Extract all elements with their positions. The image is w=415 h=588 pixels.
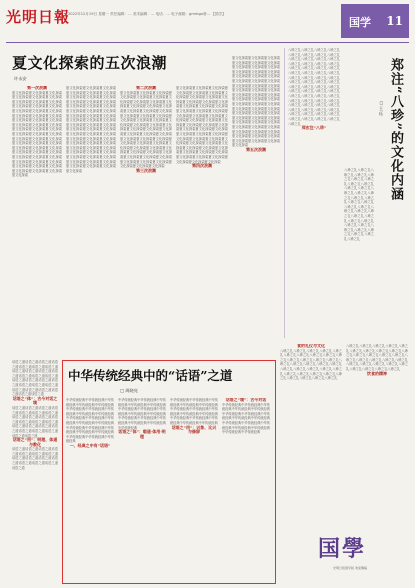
article1-column-3 [120,86,172,336]
text-block: 中华传统经典中华传统经典中华传统经典中华传统经典中华传统经典中华传统经典中华传统经典中华传统经典中华传统经典中华传统经典中华传统经典中华传统经典中华传统经典中华传统经典中华传统经典中华传统经典 [118,398,166,430]
section-tab [341,4,409,38]
article1-subhead-2: 第二次浪潮 [136,86,156,90]
article1-column-4 [176,86,228,336]
left-subhead-2: 话语之“用”：明理、体道与教化 [12,437,58,447]
dateline: 2022年12月19日 星期一 责任编辑：… 美术编辑：… 电话：… 电子邮箱：gmrbgx@… 【国学】 [68,12,226,16]
article2-title: 郑注“八珍”的文化内涵 [388,58,403,201]
article3-author: □ 周晓亮 [120,388,138,393]
article1-column-2 [66,86,116,336]
text-block: 夏文化探索夏文化探索夏文化探索夏文化探索夏文化探索夏文化探索夏文化探索夏文化探索夏文化探索夏文化探索夏文化探索夏文化探索夏文化探索夏文化探索夏文化探索夏文化探索夏文化探索夏文化探索夏文化探索夏文化探索夏文化探索夏文化探索夏文化探索夏文化探索夏文化探索夏文化探索夏文化探索夏文化探索夏文化探索夏文化探索夏文化探索夏文化探索夏文化探索夏文化探索夏文化探索夏文化探索夏文化探索夏文化探索夏文化探索夏文化探索夏文化探索夏文化探索夏文化探索夏文化探索夏文化探索夏文化探索夏文化探索夏文化探索夏文化探索夏文化探索夏文化探索夏文化探索夏文化探索夏文化探索夏文化探索 [66,86,116,173]
masthead-rule [6,42,409,43]
text-block: 夏文化探索夏文化探索夏文化探索夏文化探索夏文化探索夏文化探索夏文化探索夏文化探索夏文化探索夏文化探索夏文化探索夏文化探索夏文化探索夏文化探索夏文化探索夏文化探索夏文化探索夏文化探索夏文化探索夏文化探索夏文化探索夏文化探索夏文化探索夏文化探索夏文化探索夏文化探索夏文化探索夏文化探索夏文化探索夏文化探索夏文化探索夏文化探索夏文化探索夏文化探索夏文化探索夏文化探索夏文化探索夏文化探索夏文化探索夏文化探索夏文化探索夏文化探索夏文化探索夏文化探索夏文化探索夏文化探索夏文化探索夏文化探索夏文化探索夏文化探索夏文化探索夏文化探索夏文化探索夏文化探索 [120,90,172,169]
article1-subhead-1: 第一次浪潮 [27,86,47,90]
article1-subhead-5: 第五次浪潮 [246,146,266,152]
masthead [6,4,409,42]
article3-column-2 [118,398,166,578]
text-block: 夏文化探索夏文化探索夏文化探索夏文化探索夏文化探索夏文化探索夏文化探索夏文化探索夏文化探索夏文化探索夏文化探索夏文化探索夏文化探索夏文化探索夏文化探索夏文化探索夏文化探索夏文化探索夏文化探索夏文化探索夏文化探索夏文化探索夏文化探索夏文化探索夏文化探索夏文化探索夏文化探索夏文化探索夏文化探索夏文化探索夏文化探索夏文化探索夏文化探索夏文化探索夏文化探索夏文化探索夏文化探索夏文化探索夏文化探索夏文化探索夏文化探索夏文化探索夏文化探索夏文化探索夏文化探索夏文化探索夏文化探索夏文化探索夏文化探索夏文化探索夏文化探索夏文化探索夏文化探索夏文化探索夏文化探索夏文化探索夏文化探索夏文化探索 [232,56,280,148]
left-column [12,360,58,582]
article1-column-1 [12,86,62,336]
article3-column-1 [66,398,114,578]
article3-column-4 [222,398,270,578]
article2-column-2 [344,168,374,338]
text-block: 八珍之礼八珍之礼八珍之礼八珍之礼八珍之礼八珍之礼八珍之礼八珍之礼八珍之礼八珍之礼八珍之礼八珍之礼八珍之礼八珍之礼八珍之礼八珍之礼八珍之礼八珍之礼八珍之礼八珍之礼八珍之礼八珍之礼八珍之礼八珍之礼八珍之礼八珍之礼八珍之礼八珍之礼八珍之礼八珍之礼八珍之礼八珍之礼八珍之礼 [280,348,342,381]
right-lower-column-1 [280,344,342,524]
article2-author: □ 王 珏 [379,100,384,116]
article1-column-5 [232,56,280,336]
article3-subhead-1: 一、经典之中有“话语” [69,442,111,448]
text-block: 夏文化探索夏文化探索夏文化探索夏文化探索夏文化探索夏文化探索夏文化探索夏文化探索夏文化探索夏文化探索夏文化探索夏文化探索夏文化探索夏文化探索夏文化探索夏文化探索夏文化探索夏文化探索夏文化探索夏文化探索夏文化探索夏文化探索夏文化探索夏文化探索夏文化探索夏文化探索夏文化探索夏文化探索夏文化探索夏文化探索夏文化探索夏文化探索夏文化探索夏文化探索夏文化探索夏文化探索夏文化探索夏文化探索夏文化探索夏文化探索夏文化探索夏文化探索夏文化探索夏文化探索夏文化探索夏文化探索夏文化探索夏文化探索夏文化探索夏文化探索夏文化探索夏文化探索夏文化探索夏文化探索夏文化探索 [12,90,62,178]
seal-note: 光明日报国学版 欢迎赐稿 [333,566,367,570]
article3-title: 中华传统经典中的“话语”之道 [68,368,233,383]
page-number: 11 [386,14,403,28]
article1-title: 夏文化探索的五次浪潮 [12,54,168,72]
article2-subhead-1: 郑玄注“八珍” [301,125,327,131]
text-block: 八珍之礼八珍之礼八珍之礼八珍之礼八珍之礼八珍之礼八珍之礼八珍之礼八珍之礼八珍之礼八珍之礼八珍之礼八珍之礼八珍之礼八珍之礼八珍之礼八珍之礼八珍之礼八珍之礼八珍之礼八珍之礼八珍之礼八珍之礼八珍之礼八珍之礼八珍之礼八珍之礼八珍之礼八珍之礼八珍之礼八珍之礼八珍之礼八珍之礼八珍之礼八珍之礼八珍之礼八珍之礼八珍之礼八珍之礼八珍之礼八珍之礼八珍之礼八珍之礼八珍之礼八珍之礼八珍之礼八珍之礼八珍之礼八珍之礼八珍之礼八珍之礼八珍之礼八珍之礼八珍之礼八珍之礼八珍之礼八珍之礼八珍之礼八珍之礼八珍之礼八珍之礼八珍之礼八珍之礼八珍之礼八珍之礼 [288,48,340,126]
article2-subhead-2: 食的礼仪与文化 [297,344,325,348]
text-block: 夏文化探索夏文化探索夏文化探索夏文化探索夏文化探索夏文化探索夏文化探索夏文化探索夏文化探索夏文化探索夏文化探索夏文化探索夏文化探索夏文化探索夏文化探索夏文化探索夏文化探索夏文化探索夏文化探索夏文化探索夏文化探索夏文化探索夏文化探索夏文化探索夏文化探索夏文化探索夏文化探索夏文化探索夏文化探索夏文化探索夏文化探索夏文化探索夏文化探索夏文化探索夏文化探索夏文化探索夏文化探索夏文化探索夏文化探索夏文化探索夏文化探索夏文化探索夏文化探索夏文化探索夏文化探索夏文化探索夏文化探索夏文化探索夏文化探索夏文化探索夏文化探索夏文化探索夏文化探索夏文化探索 [176,86,228,164]
article1-subhead-4: 第四次浪潮 [192,163,212,169]
article2-subhead-3: 饮食的精神 [367,370,387,376]
text-block: 话语之道话语之道话语之道话语之道话语之道话语之道话语之道话语之道话语之道话语之道话语之道话语之道话语之道话语之道话语之道话语之道话语之道话语之道话语之道话语之道话语之道话语之道话语之道话语之道话语之道话语之道话语之道 [12,360,58,397]
text-block: 中华传统经典中华传统经典中华传统经典中华传统经典中华传统经典中华传统经典中华传统经典中华传统经典中华传统经典中华传统经典中华传统经典中华传统经典中华传统经典中华传统经典中华传统经典中华传统经典中华传统经典 [222,402,270,435]
article3-column-3 [170,398,218,578]
text-block: 中华传统经典中华传统经典中华传统经典中华传统经典中华传统经典中华传统经典中华传统经典中华传统经典中华传统经典中华传统经典中华传统经典中华传统经典中华传统经典中华传统经典中华传统经典中华传统经典中华传统经典中华传统经典中华传统经典中华传统经典中华传统经典中华传统经典中华传统经典 [66,398,114,444]
text-block: 中华传统经典中华传统经典中华传统经典中华传统经典中华传统经典中华传统经典中华传统经典中华传统经典中华传统经典中华传统经典中华传统经典中华传统经典中华传统经典中华传统经典中华传统经典 [170,398,218,425]
article1-subhead-3: 第三次浪潮 [136,167,156,173]
article3-subhead-2: 话语之“体”：载道·体用·明理 [118,429,166,439]
article1-author: 许永安 [14,76,27,81]
guoxue-seal: 国學 [318,536,367,562]
section-label: 国学 [349,16,371,29]
article3-subhead-3: 话语之“用”：兴象、比兴与修辞 [171,424,217,435]
left-subhead-1: 话语之“体”：古今对话之境 [12,395,58,406]
column-divider [284,48,285,338]
text-block: 八珍之礼八珍之礼八珍之礼八珍之礼八珍之礼八珍之礼八珍之礼八珍之礼八珍之礼八珍之礼八珍之礼八珍之礼八珍之礼八珍之礼八珍之礼八珍之礼八珍之礼八珍之礼八珍之礼八珍之礼八珍之礼八珍之礼八珍之礼八珍之礼八珍之礼八珍之礼八珍之礼八珍之礼 [346,344,408,371]
text-block: 话语之道话语之道话语之道话语之道话语之道话语之道话语之道话语之道话语之道话语之道话语之道话语之道话语之道话语之道话语之道 [12,447,58,470]
article3-subhead-4: 话语之“境”：古今对话 [225,398,267,402]
text-block: 话语之道话语之道话语之道话语之道话语之道话语之道话语之道话语之道话语之道话语之道话语之道话语之道话语之道话语之道话语之道话语之道话语之道话语之道话语之道话语之道话语之道话语之道话语之道 [12,405,58,438]
newspaper-logo: 光明日報 [6,8,71,26]
text-block: 八珍之礼八珍之礼八珍之礼八珍之礼八珍之礼八珍之礼八珍之礼八珍之礼八珍之礼八珍之礼八珍之礼八珍之礼八珍之礼八珍之礼八珍之礼八珍之礼八珍之礼八珍之礼八珍之礼八珍之礼八珍之礼八珍之礼八珍之礼八珍之礼八珍之礼八珍之礼八珍之礼八珍之礼八珍之礼八珍之礼八珍之礼八珍之礼八珍之礼八珍之礼八珍之礼 [344,168,374,241]
right-lower-column-2 [346,344,408,524]
article2-column-1 [288,48,340,338]
